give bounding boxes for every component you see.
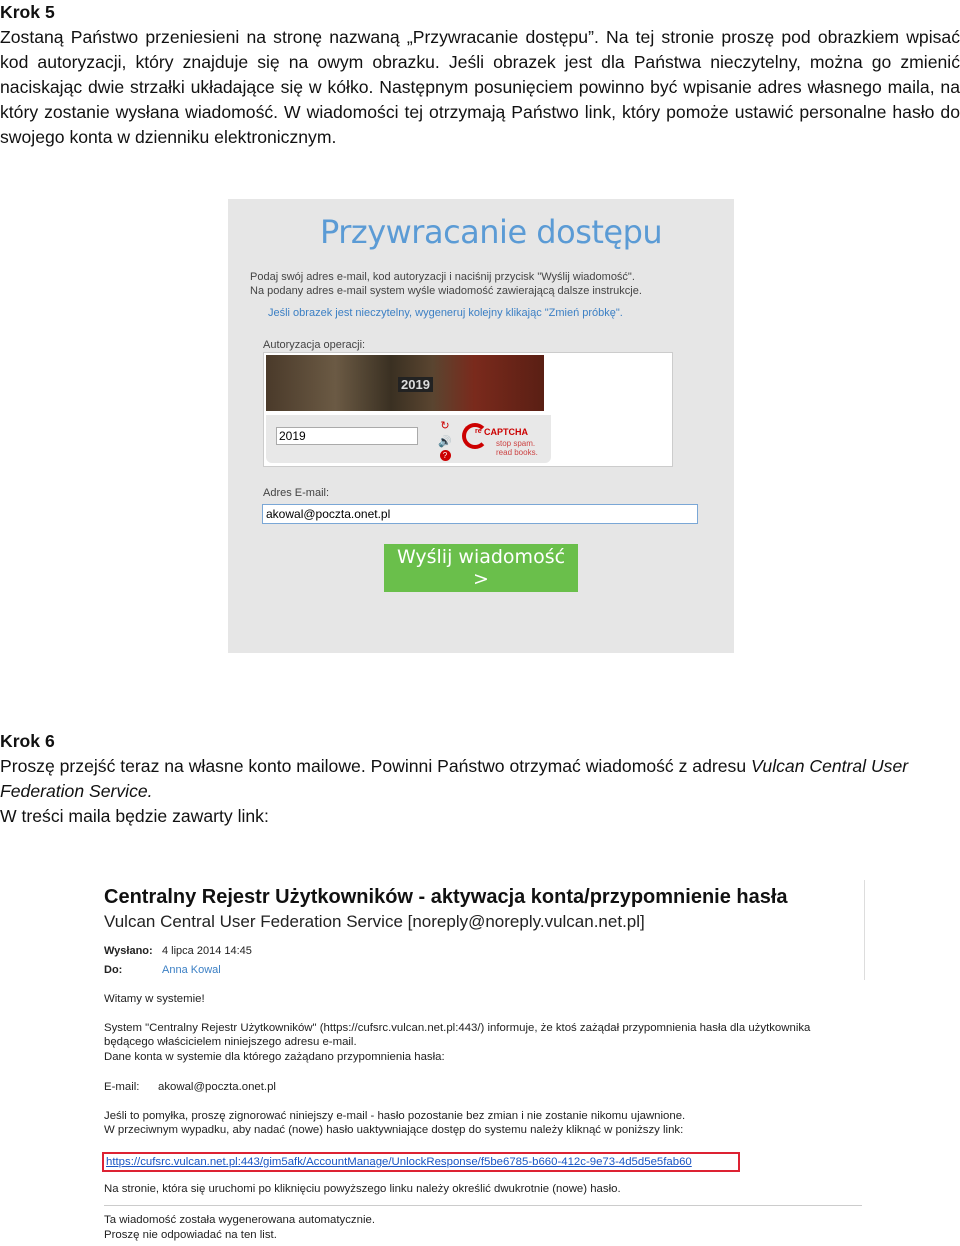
recaptcha-re: re [475,428,482,435]
email-sender: Vulcan Central User Federation Service [noreply@noreply.vulcan.net.pl] [104,912,645,931]
email-body-2: będącego właścicielem niniejszego adresu e-mail. [104,1036,357,1048]
recaptcha-tagline-2: read books. [496,448,538,457]
email-sent-label: Wysłano: [104,945,153,957]
help-icon[interactable]: ? [440,450,451,461]
refresh-icon[interactable]: ↻ [440,420,450,432]
email-body-1: System "Centralny Rejestr Użytkowników" (https://cufsrc.vulcan.net.pl:443/) informuje, że ktoś zażądał przypomnienia hasła dla użytkownika [104,1022,811,1034]
step6-title: Krok 6 [0,731,55,751]
step5-title: Krok 5 [0,2,55,22]
email-to-row [104,964,221,976]
email-input[interactable] [262,504,698,524]
captcha-hint: Jeśli obrazek jest nieczytelny, wygeneruj kolejny klikając "Zmień próbkę". [268,307,623,319]
email-footer-1: Ta wiadomość została wygenerowana automatycznie. [104,1214,375,1226]
recaptcha-tagline [496,439,538,457]
recaptcha-tagline-1: stop spam. [496,439,536,448]
email-divider [104,1205,862,1206]
step6-sender-name: Vulcan Central User Federation Service. [0,756,909,801]
step6-line-1: Proszę przejść teraz na własne konto mailowe. Powinni Państwo otrzymać wiadomość z adresu [0,756,751,776]
recovery-heading: Przywracanie dostępu [320,213,663,251]
email-footer-2: Proszę nie odpowiadać na ten list. [104,1229,277,1241]
email-link-highlight [102,1152,740,1172]
email-account-row [104,1080,276,1095]
email-reset-link[interactable]: https://cufsrc.vulcan.net.pl:443/gim5afk/AccountManage/UnlockResponse/f5be6785-b660-412c-9e73-4d5d5e5fab60 [106,1156,692,1168]
captcha-widget [263,352,673,467]
captcha-image [266,355,544,411]
step5-paragraph: Zostaną Państwo przeniesieni na stronę nazwaną „Przywracanie dostępu”. Na tej stronie proszę pod obrazkiem wpisać kod autoryzacji, który znajduje się na owym obrazku. Jeśli obrazek jest dla Państwa nieczytelny, można go zmienić naciskając dwie strzałki układające się w kółko. Następnym posunięciem powinno być wpisanie adres własnego maila, na który zostanie wysłana wiadomość. W wiadomości tej otrzymają Państwo link, który pomoże ustawić personalne hasło do swojego konta w dzienniku elektronicznym. [0,27,960,147]
send-message-button[interactable]: Wyślij wiadomość > [384,544,578,592]
recaptcha-logo [462,419,550,463]
email-subject: Centralny Rejestr Użytkowników - aktywacja konta/przypomnienie hasła [104,886,788,908]
email-body-5: W przeciwnym wypadku, aby nadać (nowe) hasło uaktywniające dostęp do systemu należy kliknąć w poniższy link: [104,1124,684,1136]
email-body-6: Na stronie, która się uruchomi po kliknięciu powyższego linku należy określić dwukrotnie (nowe) hasło. [104,1183,621,1195]
email-label: Adres E-mail: [263,487,330,499]
recaptcha-brand: CAPTCHA [484,427,528,437]
email-sent-value: 4 lipca 2014 14:45 [162,945,252,957]
step5-section [0,0,960,150]
instruction-line-1: Podaj swój adres e-mail, kod autoryzacji i naciśnij przycisk "Wyślij wiadomość". [250,271,635,283]
email-account-label: E-mail: [104,1081,140,1093]
instruction-line-2: Na podany adres e-mail system wyśle wiadomość zawierającą dalsze instrukcje. [250,285,642,297]
captcha-input[interactable] [276,427,418,445]
email-sent-row [104,945,252,957]
email-to-value[interactable]: Anna Kowal [162,964,221,976]
captcha-image-number: 2019 [398,377,433,392]
email-body-3: Dane konta w systemie dla którego zażądano przypomnienia hasła: [104,1051,445,1063]
email-body-4: Jeśli to pomyłka, proszę zignorować niniejszy e-mail - hasło pozostanie bez zmian i nie zostanie nikomu ujawnione. [104,1110,686,1122]
email-account-value: akowal@poczta.onet.pl [158,1081,276,1093]
recovery-form-screenshot [228,199,734,653]
email-header [96,880,865,980]
step6-section [0,729,960,829]
email-greeting: Witamy w systemie! [104,993,205,1005]
email-screenshot [96,880,864,1246]
audio-icon[interactable]: 🔊 [438,435,452,448]
step6-paragraph [0,754,960,804]
captcha-controls [434,419,456,461]
step6-line-2: W treści maila będzie zawarty link: [0,806,269,826]
email-to-label: Do: [104,964,123,976]
auth-label: Autoryzacja operacji: [263,339,366,351]
